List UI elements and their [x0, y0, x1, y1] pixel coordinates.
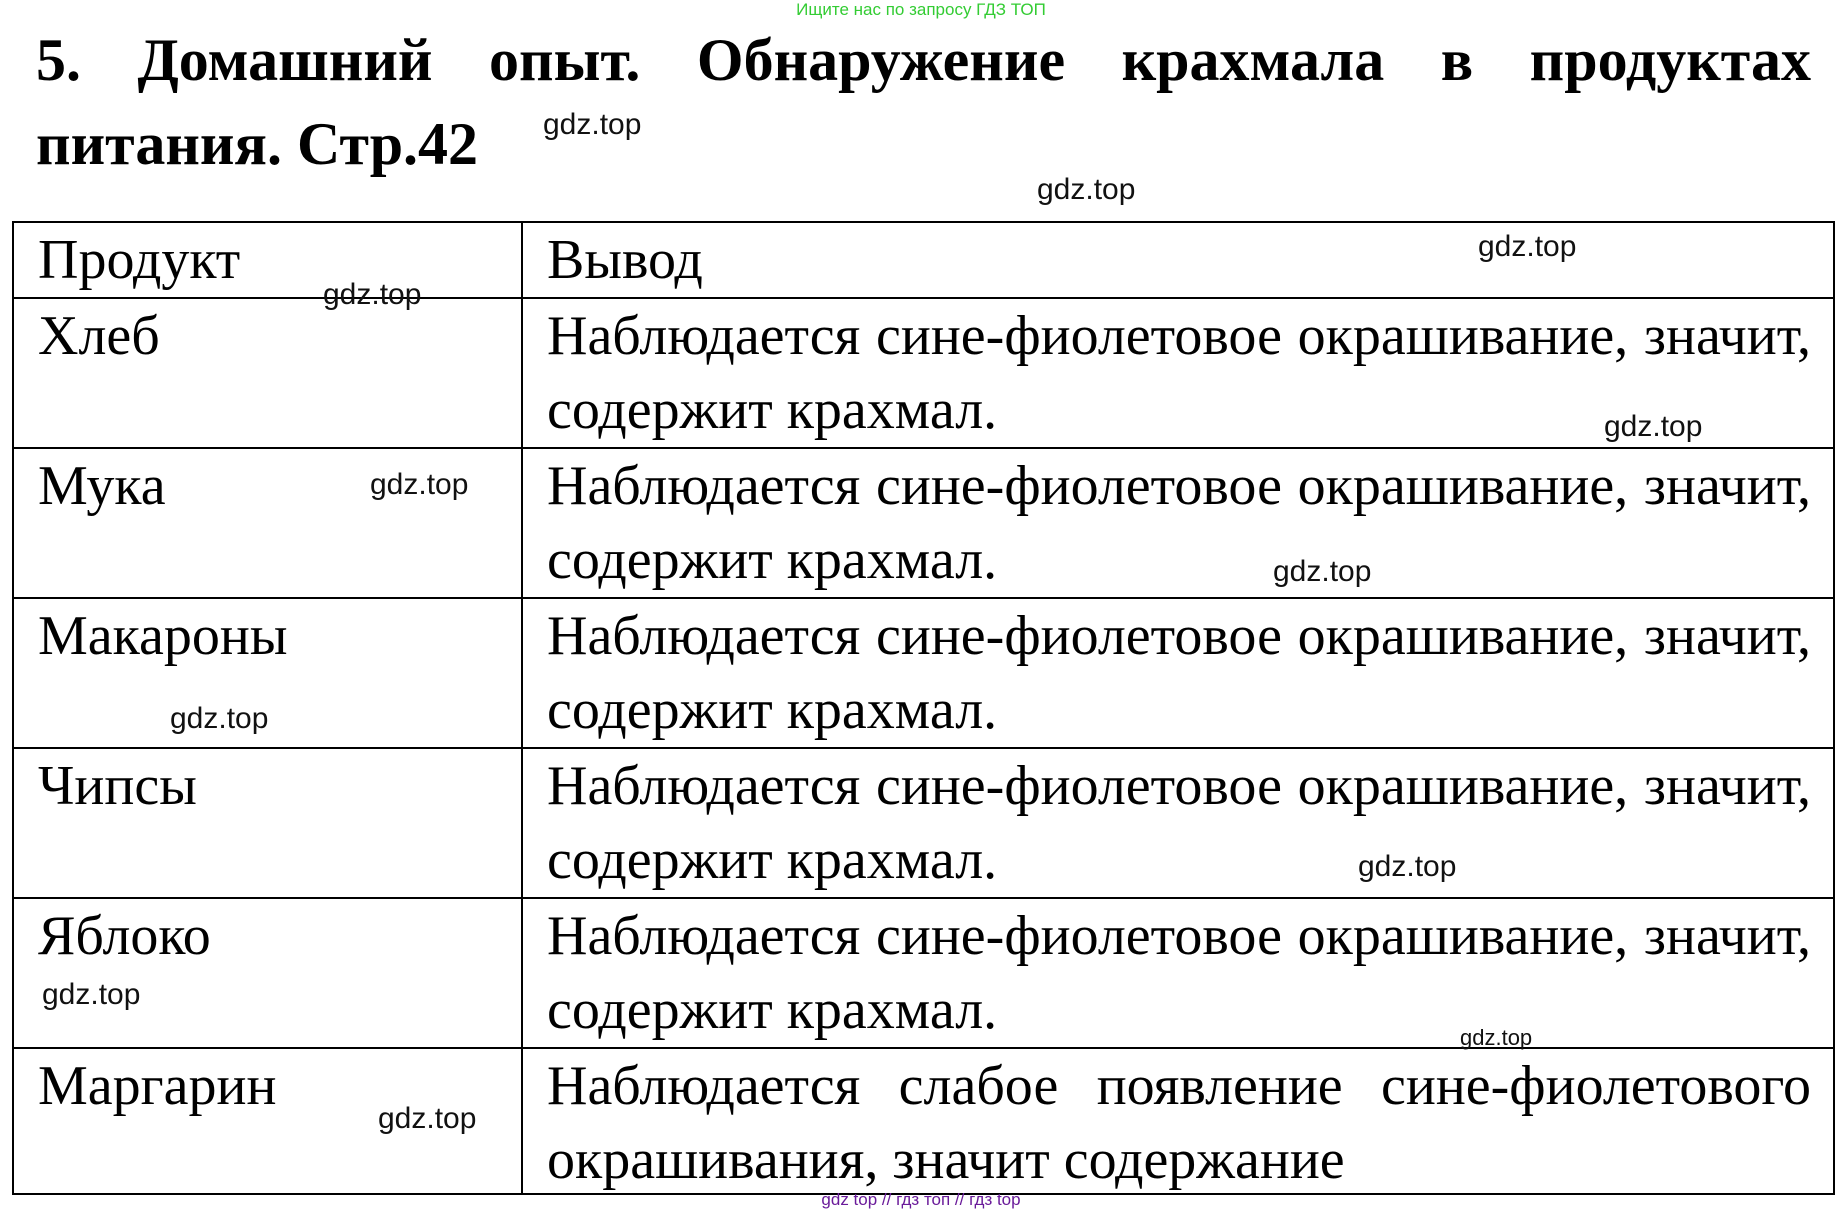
product-cell: Мука — [13, 448, 522, 598]
watermark: gdz.top — [170, 702, 269, 735]
watermark: gdz.top — [378, 1102, 477, 1135]
watermark: gdz.top — [1460, 1025, 1533, 1050]
conclusion-cell: Наблюдается сине-фиолетовое окрашивание, значит, содержит крахмал. — [522, 898, 1834, 1048]
conclusion-cell: Наблюдается сине-фиолетовое окрашивание, значит, содержит крахмал. — [522, 748, 1834, 898]
product-cell: Маргарин — [13, 1048, 522, 1194]
conclusion-cell: Наблюдается сине-фиолетовое окрашивание, значит, содержит крахмал. — [522, 598, 1834, 748]
conclusion-text: Наблюдается слабое появление сине-фиолетового окрашивания, значит содержание — [547, 1055, 1811, 1191]
watermark: gdz.top — [370, 468, 469, 501]
product-cell: Макароны — [13, 598, 522, 748]
table-row — [13, 898, 1834, 1048]
table-row — [13, 598, 1834, 748]
watermark: gdz.top — [42, 978, 141, 1011]
starch-results-table — [12, 221, 1835, 1195]
watermark: gdz.top — [1604, 410, 1703, 443]
footer-watermark: gdz top // гдз топ // гдз top — [821, 1190, 1021, 1209]
table-row — [13, 298, 1834, 448]
table-row — [13, 748, 1834, 898]
watermark: gdz.top — [1478, 230, 1577, 263]
watermark: gdz.top — [1273, 555, 1372, 588]
header-conclusion: Вывод — [522, 222, 1834, 298]
header-product: Продукт — [13, 222, 522, 298]
watermark: gdz.top — [543, 108, 642, 141]
table-row — [13, 448, 1834, 598]
watermark: gdz.top — [1358, 850, 1457, 883]
watermark: gdz.top — [1037, 173, 1136, 206]
conclusion-cell: Наблюдается сине-фиолетовое окрашивание, значит, содержит крахмал. — [522, 298, 1834, 448]
conclusion-cell — [522, 1048, 1834, 1194]
product-cell: Хлеб — [13, 298, 522, 448]
page-title: 5. Домашний опыт. Обнаружение крахмала в продуктах питания. Стр.42 — [36, 27, 1811, 177]
top-search-note: Ищите нас по запросу ГДЗ ТОП — [796, 0, 1046, 19]
watermark: gdz.top — [323, 278, 422, 311]
conclusion-cell: Наблюдается сине-фиолетовое окрашивание, значит, содержит крахмал. — [522, 448, 1834, 598]
product-cell: Чипсы — [13, 748, 522, 898]
product-cell: Яблоко — [13, 898, 522, 1048]
table-row — [13, 1048, 1834, 1194]
